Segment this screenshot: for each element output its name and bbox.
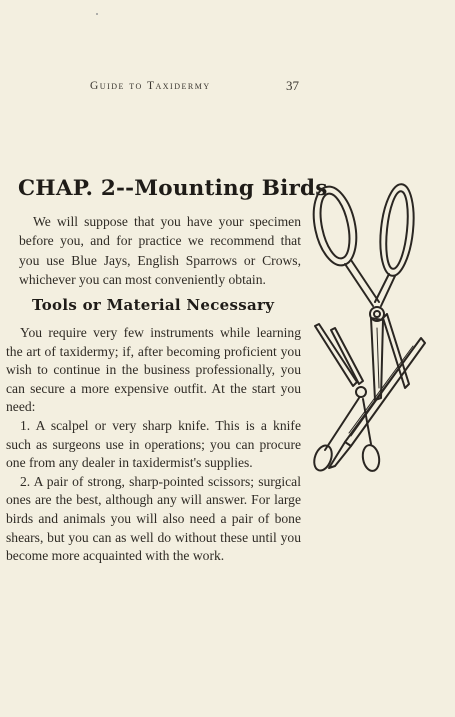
scalpel-icon: [329, 338, 425, 468]
page-number: 37: [286, 78, 299, 93]
paragraph-instruments: You require very few instruments while learning the art of taxidermy; if, after becoming proficient you wish to continue in the business professionally, you can secure a more expensive outfit. At the start you need:: [6, 325, 301, 415]
scissors-and-scalpel-illustration: [305, 178, 427, 478]
running-head-title: Guide to Taxidermy: [90, 80, 211, 92]
section-heading: Tools or Material Necessary: [32, 296, 275, 314]
paragraph-item-scissors: 2. A pair of strong, sharp-pointed scissors; surgical ones are the best, although any will answer. For large birds and animals you will also need a pair of bone shears, but you can as well do without these until you become more acquainted with the work.: [6, 473, 301, 564]
paragraph-item-scalpel: 1. A scalpel or very sharp knife. This is a knife such as surgeons use in operations; you can procure one from any dealer in taxidermist's supplies.: [6, 417, 301, 471]
chapter-title: CHAP. 2--Mounting Birds: [18, 176, 328, 201]
print-speck: [96, 13, 98, 15]
large-scissors-icon: [307, 183, 418, 400]
section-body: [6, 324, 301, 566]
intro-paragraph: We will suppose that you have your specimen before you, and for practice we recommend that you use Blue Jays, English Sparrows or Crows, whichever you can most conveniently obtain.: [19, 214, 301, 287]
